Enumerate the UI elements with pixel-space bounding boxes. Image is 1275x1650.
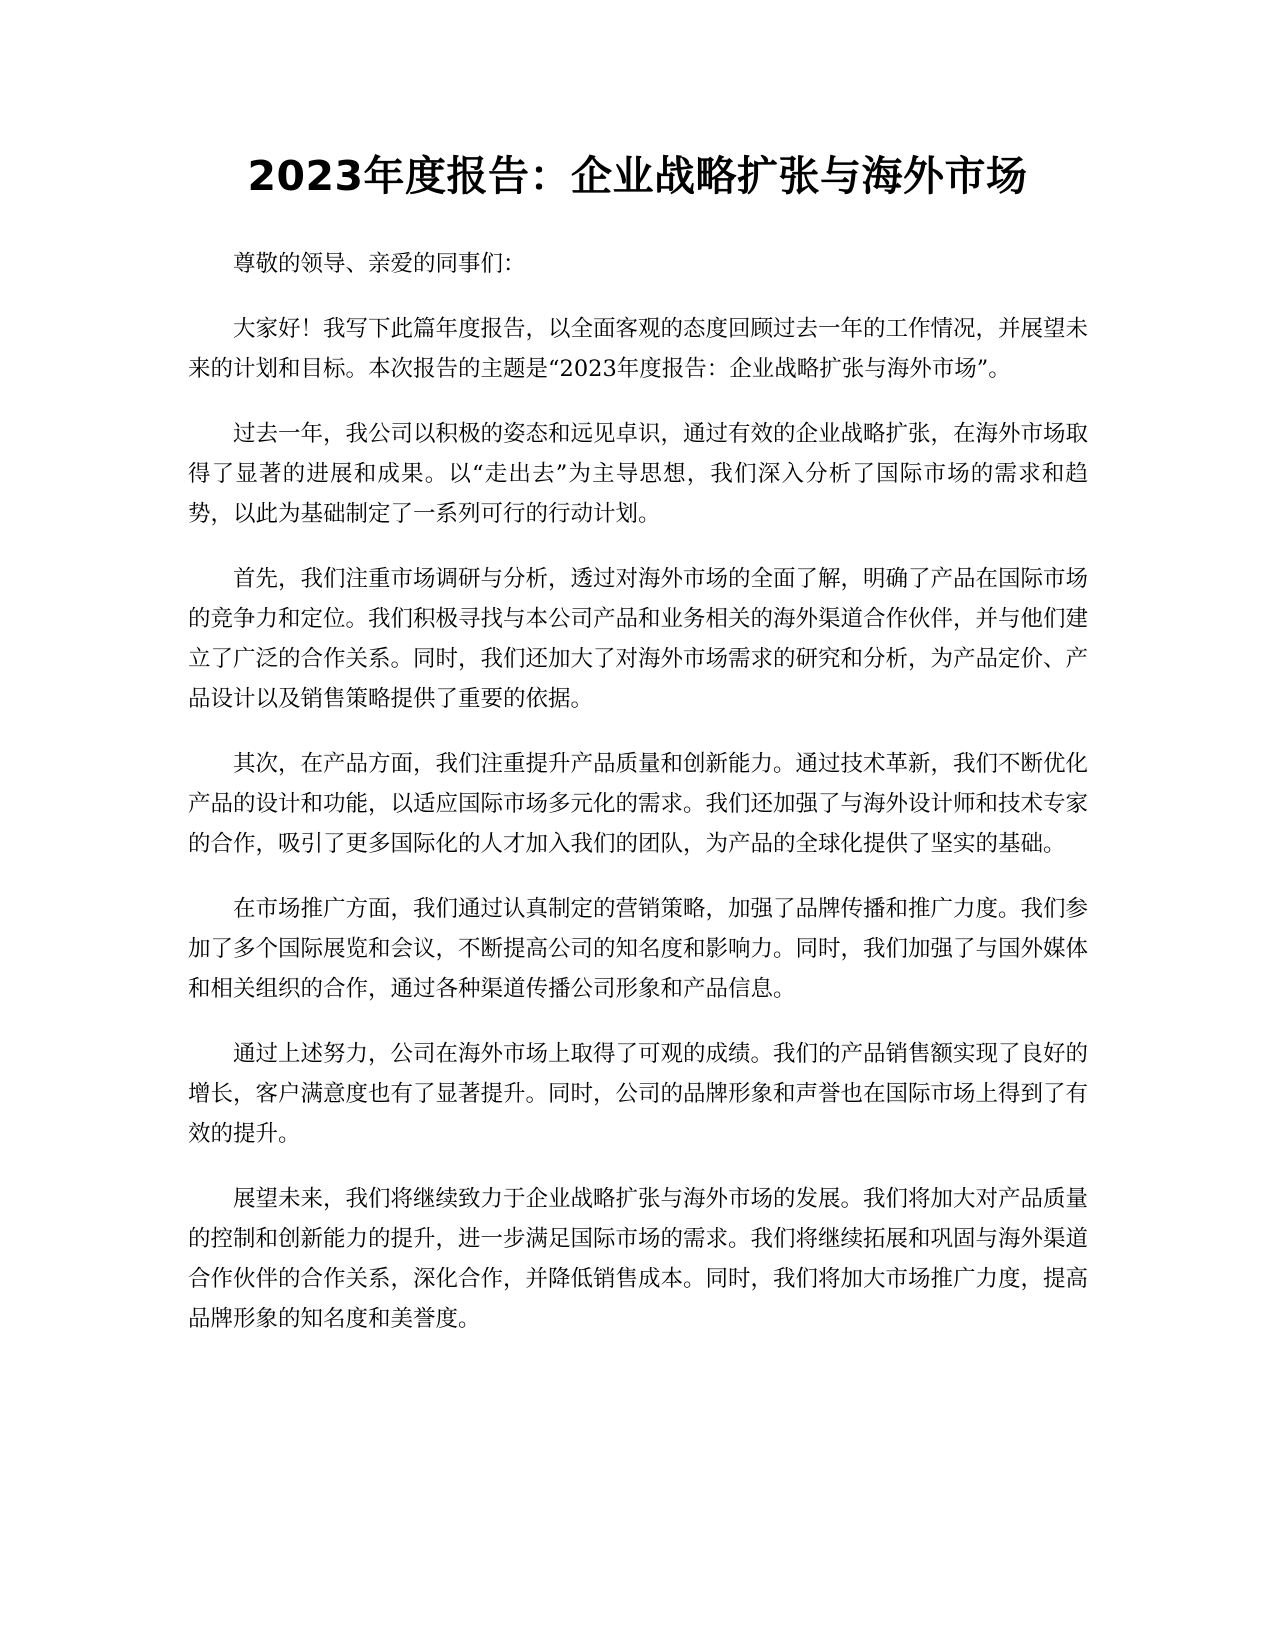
paragraph-review: 过去一年，我公司以积极的姿态和远见卓识，通过有效的企业战略扩张，在海外市场取得了显著的进展和成果。以“走出去”为主导思想，我们深入分析了国际市场的需求和趋势，以此为基础制定了一系列可行的行动计划。 <box>188 421 1089 527</box>
paragraph-product: 其次，在产品方面，我们注重提升产品质量和创新能力。通过技术革新，我们不断优化产品的设计和功能，以适应国际市场多元化的需求。我们还加强了与海外设计师和技术专家的合作，吸引了更多国际化的人才加入我们的团队，为产品的全球化提供了坚实的基础。 <box>188 751 1089 857</box>
paragraph-intro: 大家好！我写下此篇年度报告，以全面客观的态度回顾过去一年的工作情况，并展望未来的计划和目标。本次报告的主题是“2023年度报告：企业战略扩张与海外市场”。 <box>188 316 1089 382</box>
paragraph-salutation: 尊敬的领导、亲爱的同事们： <box>233 251 526 277</box>
paragraph-marketing: 在市场推广方面，我们通过认真制定的营销策略，加强了品牌传播和推广力度。我们参加了多个国际展览和会议，不断提高公司的知名度和影响力。同时，我们加强了与国外媒体和相关组织的合作，通过各种渠道传播公司形象和产品信息。 <box>188 896 1089 1002</box>
paragraph-market-research: 首先，我们注重市场调研与分析，透过对海外市场的全面了解，明确了产品在国际市场的竞争力和定位。我们积极寻找与本公司产品和业务相关的海外渠道合作伙伴，并与他们建立了广泛的合作关系。同时，我们还加大了对海外市场需求的研究和分析，为产品定价、产品设计以及销售策略提供了重要的依据。 <box>188 566 1089 712</box>
paragraph-outlook: 展望未来，我们将继续致力于企业战略扩张与海外市场的发展。我们将加大对产品质量的控制和创新能力的提升，进一步满足国际市场的需求。我们将继续拓展和巩固与海外渠道合作伙伴的合作关系，深化合作，并降低销售成本。同时，我们将加大市场推广力度，提高品牌形象的知名度和美誉度。 <box>188 1186 1089 1332</box>
document-title: 2023年度报告：企业战略扩张与海外市场 <box>247 152 1028 200</box>
paragraph-results: 通过上述努力，公司在海外市场上取得了可观的成绩。我们的产品销售额实现了良好的增长，客户满意度也有了显著提升。同时，公司的品牌形象和声誉也在国际市场上得到了有效的提升。 <box>188 1041 1089 1147</box>
document-body <box>188 244 1088 1364</box>
